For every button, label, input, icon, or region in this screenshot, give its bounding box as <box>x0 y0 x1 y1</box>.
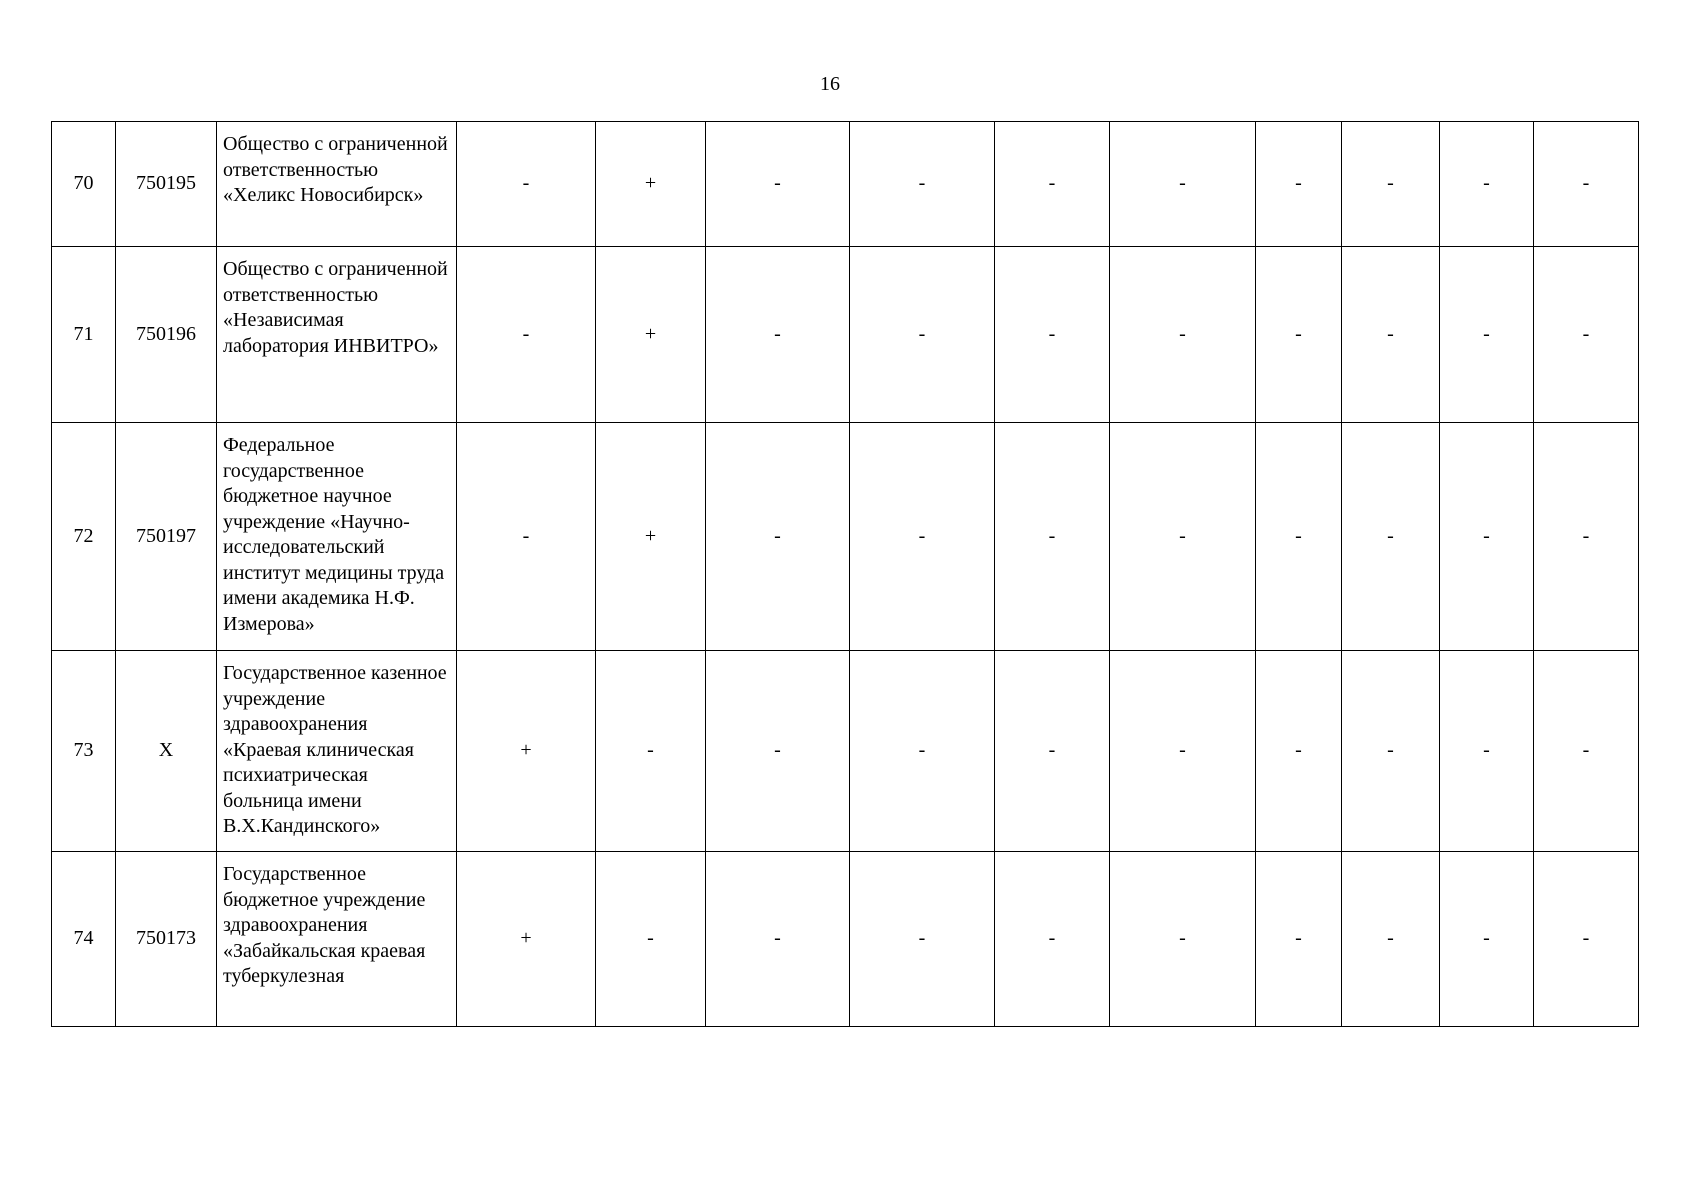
mark-cell: + <box>457 852 596 1027</box>
mark-cell: + <box>596 122 706 247</box>
row-number-cell: 72 <box>52 423 116 651</box>
registry-code-cell: Х <box>116 651 217 852</box>
mark-cell: - <box>850 651 995 852</box>
row-number-cell: 70 <box>52 122 116 247</box>
mark-cell: - <box>706 247 850 423</box>
table-row <box>52 247 1639 423</box>
mark-cell: - <box>1256 122 1342 247</box>
mark-cell: - <box>1110 651 1256 852</box>
mark-cell: - <box>457 122 596 247</box>
row-number-cell: 73 <box>52 651 116 852</box>
registry-code-cell: 750173 <box>116 852 217 1027</box>
mark-cell: - <box>457 247 596 423</box>
mark-cell: + <box>596 247 706 423</box>
mark-cell: - <box>1342 122 1440 247</box>
mark-cell: - <box>1440 651 1534 852</box>
mark-cell: - <box>850 247 995 423</box>
mark-cell: - <box>995 423 1110 651</box>
mark-cell: - <box>1110 423 1256 651</box>
mark-cell: - <box>1110 852 1256 1027</box>
mark-cell: - <box>1440 852 1534 1027</box>
mark-cell: - <box>995 122 1110 247</box>
row-number-cell: 71 <box>52 247 116 423</box>
mark-cell: - <box>1342 247 1440 423</box>
mark-cell: - <box>1440 247 1534 423</box>
mark-cell: - <box>706 122 850 247</box>
mark-cell: - <box>1256 651 1342 852</box>
organization-name-cell: Общество с ограниченной ответственностью «Независимая лаборатория ИНВИТРО» <box>217 247 457 423</box>
mark-cell: - <box>1342 651 1440 852</box>
mark-cell: - <box>1342 423 1440 651</box>
mark-cell: - <box>1440 122 1534 247</box>
mark-cell: - <box>1110 122 1256 247</box>
registry-code-cell: 750196 <box>116 247 217 423</box>
mark-cell: - <box>850 122 995 247</box>
table-row <box>52 122 1639 247</box>
mark-cell: - <box>457 423 596 651</box>
registry-table <box>51 121 1639 1027</box>
mark-cell: - <box>1256 852 1342 1027</box>
mark-cell: - <box>1534 122 1639 247</box>
table-row <box>52 651 1639 852</box>
row-number-cell: 74 <box>52 852 116 1027</box>
mark-cell: - <box>995 852 1110 1027</box>
mark-cell: - <box>995 247 1110 423</box>
mark-cell: - <box>596 651 706 852</box>
mark-cell: - <box>1110 247 1256 423</box>
page-number: 16 <box>820 73 840 95</box>
mark-cell: - <box>1256 247 1342 423</box>
mark-cell: - <box>1342 852 1440 1027</box>
mark-cell: - <box>1256 423 1342 651</box>
registry-code-cell: 750197 <box>116 423 217 651</box>
organization-name-cell: Общество с ограниченной ответственностью «Хеликс Новосибирск» <box>217 122 457 247</box>
organization-name-cell: Государственное бюджетное учреждение здравоохранения «Забайкальская краевая туберкулезная <box>217 852 457 1027</box>
mark-cell: + <box>596 423 706 651</box>
mark-cell: + <box>457 651 596 852</box>
organization-name-cell: Государственное казенное учреждение здравоохранения «Краевая клиническая психиатрическая больница имени В.Х.Кандинского» <box>217 651 457 852</box>
mark-cell: - <box>1534 423 1639 651</box>
mark-cell: - <box>995 651 1110 852</box>
mark-cell: - <box>1534 651 1639 852</box>
mark-cell: - <box>706 852 850 1027</box>
mark-cell: - <box>850 423 995 651</box>
mark-cell: - <box>850 852 995 1027</box>
mark-cell: - <box>1440 423 1534 651</box>
mark-cell: - <box>706 423 850 651</box>
mark-cell: - <box>1534 852 1639 1027</box>
mark-cell: - <box>1534 247 1639 423</box>
organization-name-cell: Федеральное государственное бюджетное научное учреждение «Научно-исследовательский институт медицины труда имени академика Н.Ф. Измерова» <box>217 423 457 651</box>
mark-cell: - <box>596 852 706 1027</box>
table-row <box>52 852 1639 1027</box>
registry-code-cell: 750195 <box>116 122 217 247</box>
mark-cell: - <box>706 651 850 852</box>
table-row <box>52 423 1639 651</box>
